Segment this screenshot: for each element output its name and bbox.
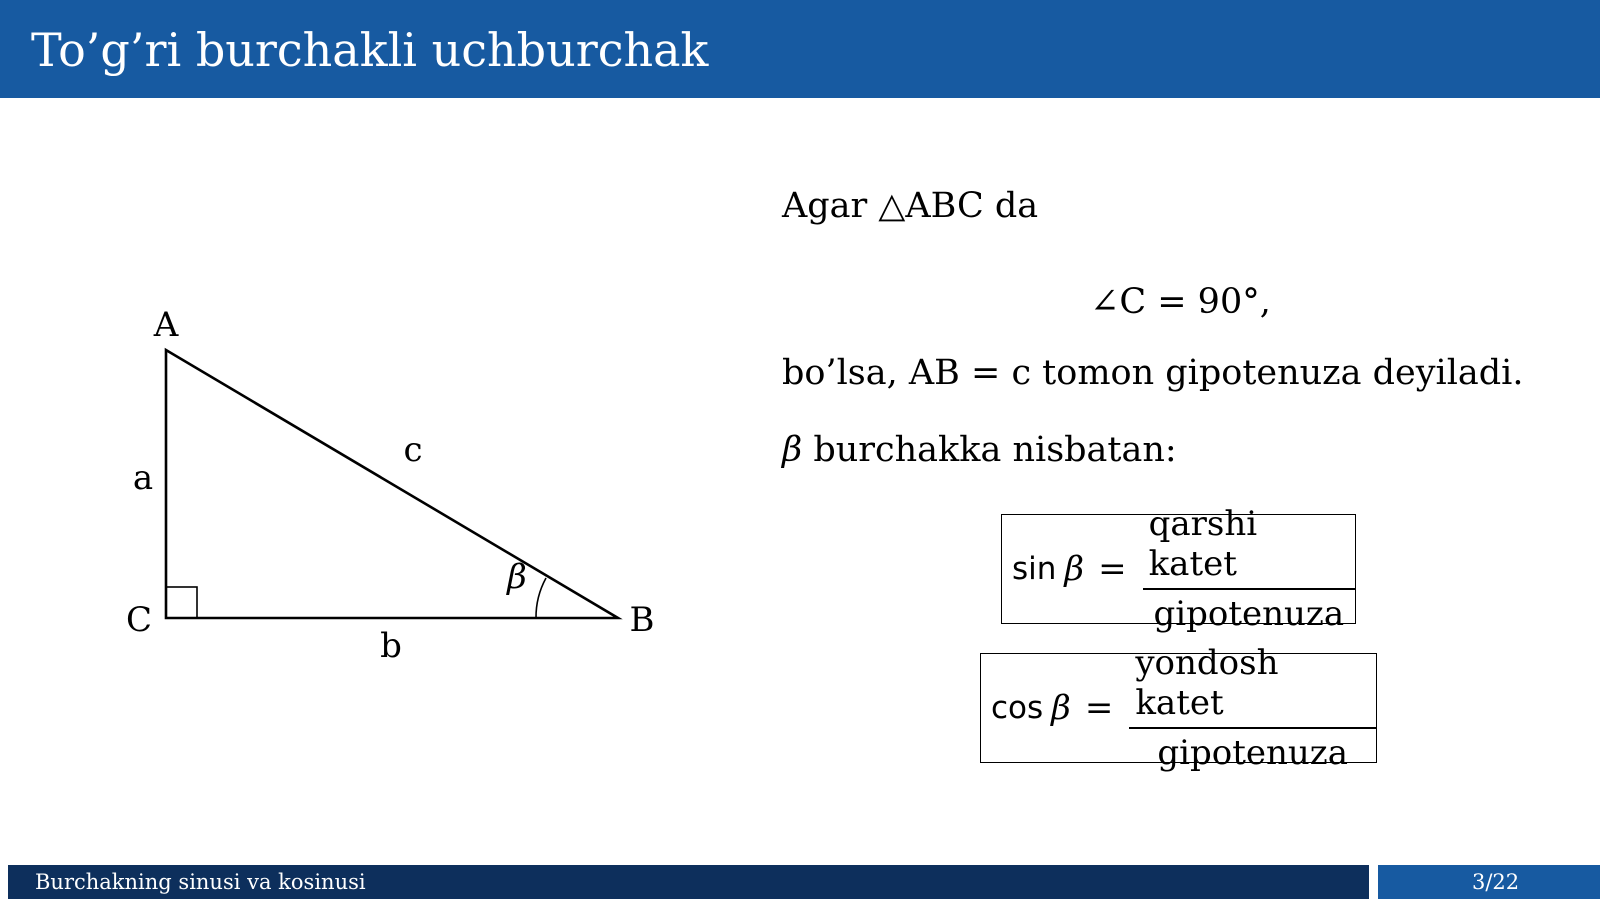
cosine-equals-sign: = [1084,688,1114,728]
sine-beta-symbol: β [1064,549,1085,589]
footer-section-title: Burchakning sinusi va kosinusi [35,870,366,894]
condition-line-1: Agar △ABC da [782,186,1039,226]
vertex-label-c: C [125,600,153,640]
cosine-fraction-bar [1129,727,1376,729]
sine-fraction-bar [1143,588,1355,590]
sine-numerator: qarshi katet [1148,504,1258,584]
cosine-numerator: yondosh katet [1135,643,1279,723]
hypotenuse-definition: bo’lsa, AB = c tomon gipotenuza deyiladi. [782,353,1524,393]
side-label-a: a [132,458,154,498]
page-title: To’g’ri burchakli uchburchak [31,23,709,77]
triangle-abc [166,350,618,618]
footer-right-bar [1378,865,1600,899]
cosine-function-label: cos [991,690,1044,726]
footer-left-bar [8,865,1369,899]
sine-fraction [1143,504,1355,634]
page-number: 3/22 [1472,870,1520,894]
cosine-fraction [1129,643,1376,773]
beta-symbol: β [782,430,803,470]
beta-angle-arc [536,578,546,618]
sine-denominator: gipotenuza [1153,594,1345,634]
vertex-label-a: A [153,305,179,345]
relative-to-beta [782,430,1177,470]
cosine-formula-box [980,643,1377,773]
vertex-label-b: B [629,600,655,640]
angle-label-beta: β [507,557,527,597]
angle-condition: ∠C = 90°, [1090,282,1271,322]
side-label-c: c [403,430,423,470]
side-label-b: b [380,626,402,666]
sine-equals-sign: = [1098,549,1127,589]
cosine-denominator: gipotenuza [1157,733,1348,773]
sine-function-label: sin [1012,551,1057,587]
sine-formula-box [1001,504,1356,634]
cosine-beta-symbol: β [1051,688,1071,728]
right-angle-marker [166,587,197,618]
relative-to-beta-text: burchakka nisbatan: [802,430,1177,470]
